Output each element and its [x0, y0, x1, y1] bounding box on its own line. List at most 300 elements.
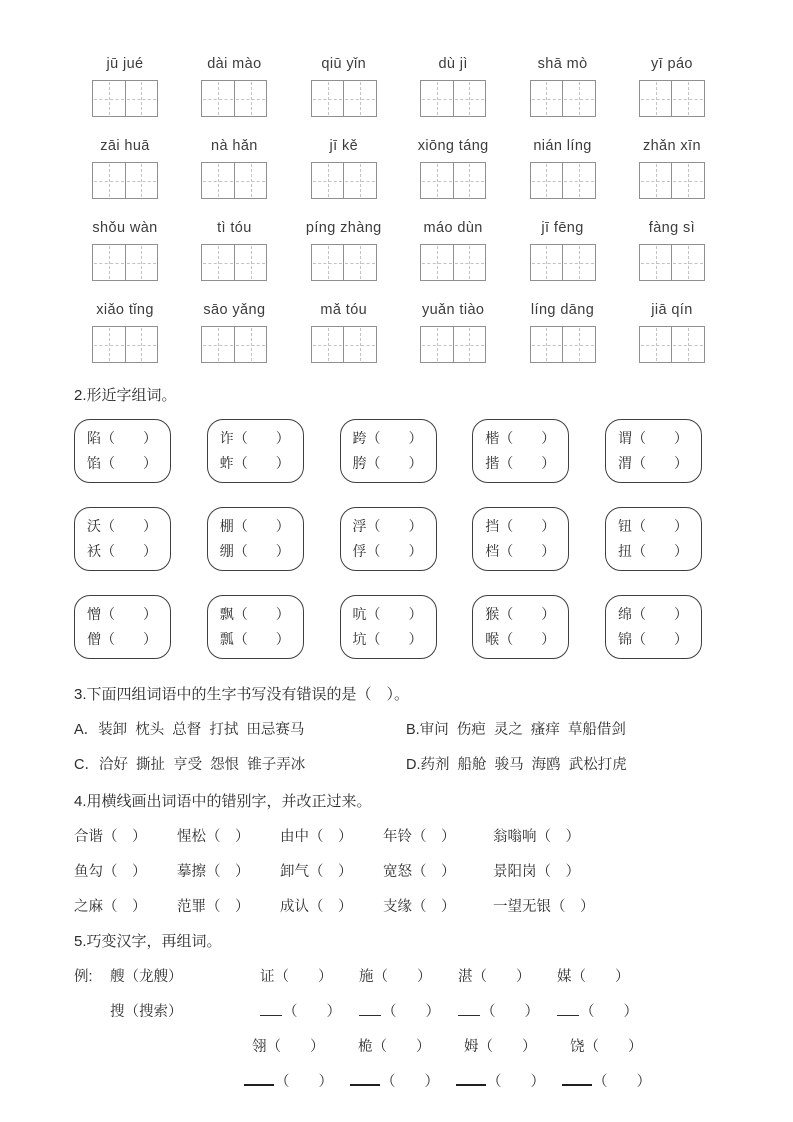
- transform-answer: [350, 1070, 456, 1091]
- pinyin-label: máo dùn: [423, 220, 483, 236]
- char: 坑: [352, 631, 367, 647]
- blank-parens: （ ）: [233, 518, 290, 534]
- pinyin-label: xiǎo tǐng: [96, 302, 154, 318]
- transform-row: [252, 1035, 723, 1056]
- pair-box: [207, 507, 304, 571]
- correction-row: [74, 895, 723, 916]
- correction-item: [74, 825, 177, 846]
- pinyin-word: [512, 220, 614, 281]
- transform-item: [359, 965, 458, 986]
- writing-cell: [234, 327, 267, 362]
- pair-box: [74, 507, 171, 571]
- pair-box: [472, 595, 569, 659]
- writing-cell: [562, 245, 595, 280]
- char: 俘: [352, 543, 367, 559]
- word: 摹擦: [177, 864, 206, 880]
- writing-grid: [639, 162, 705, 199]
- transform-answer: [562, 1070, 668, 1091]
- blank-parens: （ ）: [101, 430, 157, 446]
- pinyin-word: [402, 138, 504, 199]
- pinyin-label: tì tóu: [217, 220, 252, 236]
- option-d: D.药剂 船舱 骏马 海鸥 武松打虎: [406, 757, 627, 773]
- blank-parens: （ ）: [632, 455, 688, 471]
- blank-parens: （ ）: [309, 899, 353, 915]
- transform-row: [74, 965, 723, 986]
- correction-item: [177, 825, 280, 846]
- writing-cell: [312, 81, 344, 116]
- pinyin-word: [621, 220, 723, 281]
- pair-box: [340, 419, 437, 483]
- blank-parens: （ ）: [593, 1074, 651, 1090]
- blank-parens: （ ）: [309, 864, 353, 880]
- correction-row: [74, 860, 723, 881]
- writing-grid: [92, 162, 158, 199]
- writing-cell: [202, 245, 234, 280]
- pinyin-word: [183, 220, 285, 281]
- pair-box: [74, 595, 171, 659]
- char: 湛: [458, 969, 473, 985]
- writing-cell: [640, 245, 672, 280]
- word: 范罪: [177, 899, 206, 915]
- char: 施: [359, 969, 374, 985]
- writing-cell: [531, 163, 563, 198]
- pinyin-label: yuǎn tiào: [421, 302, 485, 318]
- transform-answer: [260, 1000, 359, 1021]
- char: 档: [485, 543, 500, 559]
- char: 锦: [618, 631, 632, 647]
- writing-grid: [92, 326, 158, 363]
- transform-item: [570, 1035, 676, 1056]
- pinyin-label: mǎ tóu: [320, 302, 368, 318]
- pair-box: [472, 507, 569, 571]
- correction-item: [493, 860, 580, 881]
- pinyin-label: zāi huā: [100, 138, 150, 154]
- pinyin-label: sāo yǎng: [203, 302, 266, 318]
- pinyin-label: píng zhàng: [305, 220, 382, 236]
- word: 卸气: [280, 864, 309, 880]
- blank-parens: （ ）: [584, 1039, 643, 1055]
- blank-parens: （ ）: [499, 631, 556, 647]
- pinyin-word: [74, 302, 176, 363]
- answer-blank: [458, 1002, 480, 1016]
- pinyin-word: [183, 302, 285, 363]
- writing-cell: [234, 163, 267, 198]
- word: 鱼勾: [74, 864, 103, 880]
- correction-item: [74, 860, 177, 881]
- blank-parens: （ ）: [632, 631, 688, 647]
- pinyin-label: jī fēng: [541, 220, 584, 236]
- char: 翎: [252, 1039, 267, 1055]
- blank-parens: （ ）: [412, 829, 456, 845]
- char: 胯: [352, 455, 367, 471]
- word: 支缘: [383, 899, 412, 915]
- char: 扭: [618, 543, 632, 559]
- blank-parens: （ ）: [366, 631, 423, 647]
- pair-box: [605, 507, 702, 571]
- word: 宽怒: [383, 864, 412, 880]
- blank-parens: （ ）: [233, 606, 290, 622]
- transform-item: [252, 1035, 358, 1056]
- word: 成认: [280, 899, 309, 915]
- char: 跨: [352, 430, 367, 446]
- char: 吭: [352, 606, 367, 622]
- pinyin-label: shā mò: [537, 56, 588, 72]
- blank-parens: （ ）: [551, 899, 595, 915]
- char: 绷: [219, 543, 234, 559]
- example-bottom: 搜（搜索）: [110, 1004, 183, 1020]
- char: 绵: [618, 606, 632, 622]
- writing-cell: [93, 327, 125, 362]
- word: 惺松: [177, 829, 206, 845]
- blank-parens: （ ）: [101, 455, 157, 471]
- transform-row: [244, 1070, 723, 1091]
- pinyin-writing-section: [74, 56, 723, 363]
- blank-parens: （ ）: [101, 543, 157, 559]
- char: 浮: [352, 518, 367, 534]
- char: 媒: [557, 969, 572, 985]
- char: 僧: [87, 631, 101, 647]
- writing-cell: [453, 327, 486, 362]
- pinyin-row: [74, 138, 723, 199]
- writing-grid: [201, 326, 267, 363]
- char: 楷: [485, 430, 500, 446]
- blank-parens: （ ）: [632, 606, 688, 622]
- writing-cell: [312, 163, 344, 198]
- writing-grid: [311, 326, 377, 363]
- pinyin-word: [402, 220, 504, 281]
- blank-parens: （ ）: [381, 1074, 439, 1090]
- char: 挡: [485, 518, 500, 534]
- blank-parens: （ ）: [233, 543, 290, 559]
- char: 棚: [219, 518, 234, 534]
- correction-item: [280, 860, 383, 881]
- writing-cell: [421, 81, 453, 116]
- transform-item: [557, 965, 656, 986]
- section-2-title: 2.形近字组词。: [74, 387, 177, 404]
- pair-box: [340, 595, 437, 659]
- char: 陷: [87, 430, 101, 446]
- blank-parens: （ ）: [275, 1074, 333, 1090]
- transform-item: [260, 965, 359, 986]
- pinyin-label: jū jué: [106, 56, 144, 72]
- transform-answer: [456, 1070, 562, 1091]
- writing-cell: [671, 245, 704, 280]
- pair-box: [472, 419, 569, 483]
- blank-parens: （ ）: [632, 543, 688, 559]
- blank-parens: （ ）: [103, 864, 147, 880]
- blank-parens: （ ）: [478, 1039, 537, 1055]
- char: 钮: [618, 518, 632, 534]
- blank-parens: （ ）: [103, 829, 147, 845]
- pinyin-label: jiā qín: [651, 302, 693, 318]
- pair-box: [207, 595, 304, 659]
- writing-cell: [640, 327, 672, 362]
- blank-parens: （ ）: [101, 631, 157, 647]
- writing-grid: [201, 162, 267, 199]
- pinyin-word: [293, 56, 395, 117]
- writing-cell: [640, 81, 672, 116]
- writing-grid: [420, 162, 486, 199]
- blank-parens: （ ）: [366, 430, 423, 446]
- writing-cell: [202, 327, 234, 362]
- writing-grid: [530, 162, 596, 199]
- writing-cell: [453, 81, 486, 116]
- char: 姆: [464, 1039, 479, 1055]
- writing-grid: [639, 80, 705, 117]
- pinyin-label: zhǎn xīn: [642, 138, 701, 154]
- blank-parens: （ ）: [580, 1004, 638, 1020]
- correction-item: [280, 895, 383, 916]
- writing-cell: [343, 81, 376, 116]
- correction-row: [74, 825, 723, 846]
- char: 沃: [87, 518, 101, 534]
- blank-parens: （ ）: [233, 430, 290, 446]
- section-5-transform: [74, 930, 723, 1091]
- section-4-title: 4.用横线画出词语中的错别字，并改正过来。: [74, 793, 372, 810]
- correction-item: [493, 895, 595, 916]
- pinyin-word: [402, 56, 504, 117]
- pinyin-label: líng dāng: [530, 302, 595, 318]
- correction-item: [493, 825, 580, 846]
- blank-parens: （ ）: [382, 1004, 440, 1020]
- writing-grid: [311, 244, 377, 281]
- char: 馅: [87, 455, 101, 471]
- char: 猴: [485, 606, 500, 622]
- blank-parens: （ ）: [499, 455, 556, 471]
- char: 瓢: [219, 631, 234, 647]
- example-top: 艘（龙艘）: [110, 969, 183, 985]
- blank-parens: （ ）: [366, 455, 423, 471]
- section-3-title: 3.下面四组词语中的生字书写没有错误的是（ ）。: [74, 686, 410, 703]
- blank-parens: （ ）: [233, 631, 290, 647]
- pair-box-row: [74, 595, 702, 659]
- char: 飘: [219, 606, 234, 622]
- blank-parens: （ ）: [366, 518, 423, 534]
- char: 证: [260, 969, 275, 985]
- writing-cell: [234, 245, 267, 280]
- pinyin-word: [512, 302, 614, 363]
- answer-blank: [260, 1002, 282, 1016]
- answer-blank: [456, 1072, 486, 1086]
- writing-cell: [202, 81, 234, 116]
- writing-grid: [639, 244, 705, 281]
- section-2-similar-chars: [74, 384, 723, 659]
- blank-parens: （ ）: [632, 430, 688, 446]
- blank-parens: （ ）: [412, 899, 456, 915]
- writing-grid: [201, 80, 267, 117]
- writing-grid: [201, 244, 267, 281]
- writing-cell: [93, 245, 125, 280]
- char: 袄: [87, 543, 101, 559]
- writing-cell: [93, 81, 125, 116]
- blank-parens: （ ）: [233, 455, 290, 471]
- blank-parens: （ ）: [412, 864, 456, 880]
- answer-blank: [244, 1072, 274, 1086]
- blank-parens: （ ）: [206, 829, 250, 845]
- writing-cell: [312, 327, 344, 362]
- correction-item: [177, 895, 280, 916]
- char: 诈: [219, 430, 234, 446]
- pinyin-label: nián líng: [533, 138, 592, 154]
- pinyin-word: [512, 138, 614, 199]
- pinyin-label: shǒu wàn: [92, 220, 158, 236]
- transform-item: [358, 1035, 464, 1056]
- transform-item: [458, 965, 557, 986]
- pinyin-word: [621, 56, 723, 117]
- correction-item: [383, 825, 493, 846]
- transform-answer: [359, 1000, 458, 1021]
- writing-cell: [640, 163, 672, 198]
- pinyin-label: dù jì: [438, 56, 468, 72]
- blank-parens: （ ）: [499, 543, 556, 559]
- option-c: C．洽好 撕扯 亨受 怨恨 锥子弄冰: [74, 757, 306, 773]
- blank-parens: （ ）: [571, 969, 630, 985]
- pinyin-word: [621, 138, 723, 199]
- pinyin-word: [74, 220, 176, 281]
- pinyin-label: xiōng táng: [417, 138, 489, 154]
- writing-cell: [125, 245, 158, 280]
- char: 憎: [87, 606, 101, 622]
- pinyin-row: [74, 220, 723, 281]
- word: 一望无银: [493, 899, 551, 915]
- blank-parens: （ ）: [366, 606, 423, 622]
- blank-parens: （ ）: [206, 864, 250, 880]
- blank-parens: （ ）: [103, 899, 147, 915]
- pinyin-word: [183, 138, 285, 199]
- correction-item: [74, 895, 177, 916]
- section-3-multiple-choice: [74, 683, 723, 774]
- blank-parens: （ ）: [283, 1004, 341, 1020]
- answer-blank: [557, 1002, 579, 1016]
- writing-cell: [234, 81, 267, 116]
- char: 喉: [485, 631, 500, 647]
- blank-parens: （ ）: [472, 969, 531, 985]
- writing-cell: [202, 163, 234, 198]
- writing-cell: [562, 327, 595, 362]
- writing-cell: [343, 327, 376, 362]
- pinyin-word: [402, 302, 504, 363]
- writing-grid: [92, 80, 158, 117]
- answer-blank: [350, 1072, 380, 1086]
- pinyin-word: [74, 138, 176, 199]
- writing-cell: [343, 163, 376, 198]
- writing-cell: [421, 327, 453, 362]
- pinyin-label: qiū yǐn: [321, 56, 367, 72]
- blank-parens: （ ）: [274, 969, 333, 985]
- pinyin-label: dài mào: [207, 56, 262, 72]
- char: 蚱: [219, 455, 234, 471]
- option-grid: [74, 718, 723, 774]
- blank-parens: （ ）: [499, 518, 556, 534]
- pinyin-word: [293, 220, 395, 281]
- pinyin-word: [293, 302, 395, 363]
- writing-cell: [671, 81, 704, 116]
- pinyin-row: [74, 56, 723, 117]
- writing-grid: [530, 244, 596, 281]
- writing-grid: [311, 80, 377, 117]
- pinyin-label: jī kě: [329, 138, 359, 154]
- blank-parens: （ ）: [499, 606, 556, 622]
- pair-box: [74, 419, 171, 483]
- writing-cell: [531, 327, 563, 362]
- writing-cell: [343, 245, 376, 280]
- blank-parens: （ ）: [206, 899, 250, 915]
- word: 翁嗡响: [493, 829, 537, 845]
- writing-cell: [453, 163, 486, 198]
- pinyin-word: [621, 302, 723, 363]
- char: 桅: [358, 1039, 373, 1055]
- char: 饶: [570, 1039, 585, 1055]
- writing-grid: [420, 326, 486, 363]
- writing-cell: [125, 327, 158, 362]
- writing-cell: [312, 245, 344, 280]
- blank-parens: （ ）: [372, 1039, 431, 1055]
- pinyin-word: [74, 56, 176, 117]
- pair-box: [605, 419, 702, 483]
- writing-cell: [671, 163, 704, 198]
- pinyin-label: nà hǎn: [211, 138, 258, 154]
- writing-grid: [530, 326, 596, 363]
- writing-cell: [531, 81, 563, 116]
- pinyin-label: fàng sì: [648, 220, 696, 236]
- pinyin-word: [512, 56, 614, 117]
- writing-cell: [562, 163, 595, 198]
- transform-row: [74, 1000, 723, 1021]
- writing-grid: [311, 162, 377, 199]
- transform-answer: [557, 1000, 656, 1021]
- section-5-title: 5.巧变汉字，再组词。: [74, 933, 222, 950]
- correction-item: [383, 895, 493, 916]
- correction-item: [280, 825, 383, 846]
- blank-parens: （ ）: [373, 969, 432, 985]
- pinyin-word: [183, 56, 285, 117]
- writing-grid: [639, 326, 705, 363]
- writing-cell: [562, 81, 595, 116]
- blank-parens: （ ）: [101, 606, 157, 622]
- char: 揩: [485, 455, 500, 471]
- blank-parens: （ ）: [487, 1074, 545, 1090]
- blank-parens: （ ）: [481, 1004, 539, 1020]
- correction-item: [383, 860, 493, 881]
- word: 之麻: [74, 899, 103, 915]
- writing-cell: [421, 245, 453, 280]
- blank-parens: （ ）: [632, 518, 688, 534]
- transform-answer: [458, 1000, 557, 1021]
- blank-parens: （ ）: [536, 829, 580, 845]
- writing-cell: [125, 163, 158, 198]
- blank-parens: （ ）: [366, 543, 423, 559]
- pair-box-row: [74, 507, 702, 571]
- example-label: 例:: [74, 969, 93, 985]
- writing-cell: [671, 327, 704, 362]
- transform-answer: [244, 1070, 350, 1091]
- blank-parens: （ ）: [499, 430, 556, 446]
- char: 渭: [618, 455, 632, 471]
- pair-box: [605, 595, 702, 659]
- writing-grid: [530, 80, 596, 117]
- word: 景阳岗: [493, 864, 537, 880]
- pinyin-word: [293, 138, 395, 199]
- pair-box-row: [74, 419, 702, 483]
- blank-parens: （ ）: [266, 1039, 325, 1055]
- correction-item: [177, 860, 280, 881]
- writing-cell: [125, 81, 158, 116]
- word: 年铃: [383, 829, 412, 845]
- answer-blank: [359, 1002, 381, 1016]
- pinyin-label: yī páo: [651, 56, 693, 72]
- writing-grid: [420, 244, 486, 281]
- pair-box: [207, 419, 304, 483]
